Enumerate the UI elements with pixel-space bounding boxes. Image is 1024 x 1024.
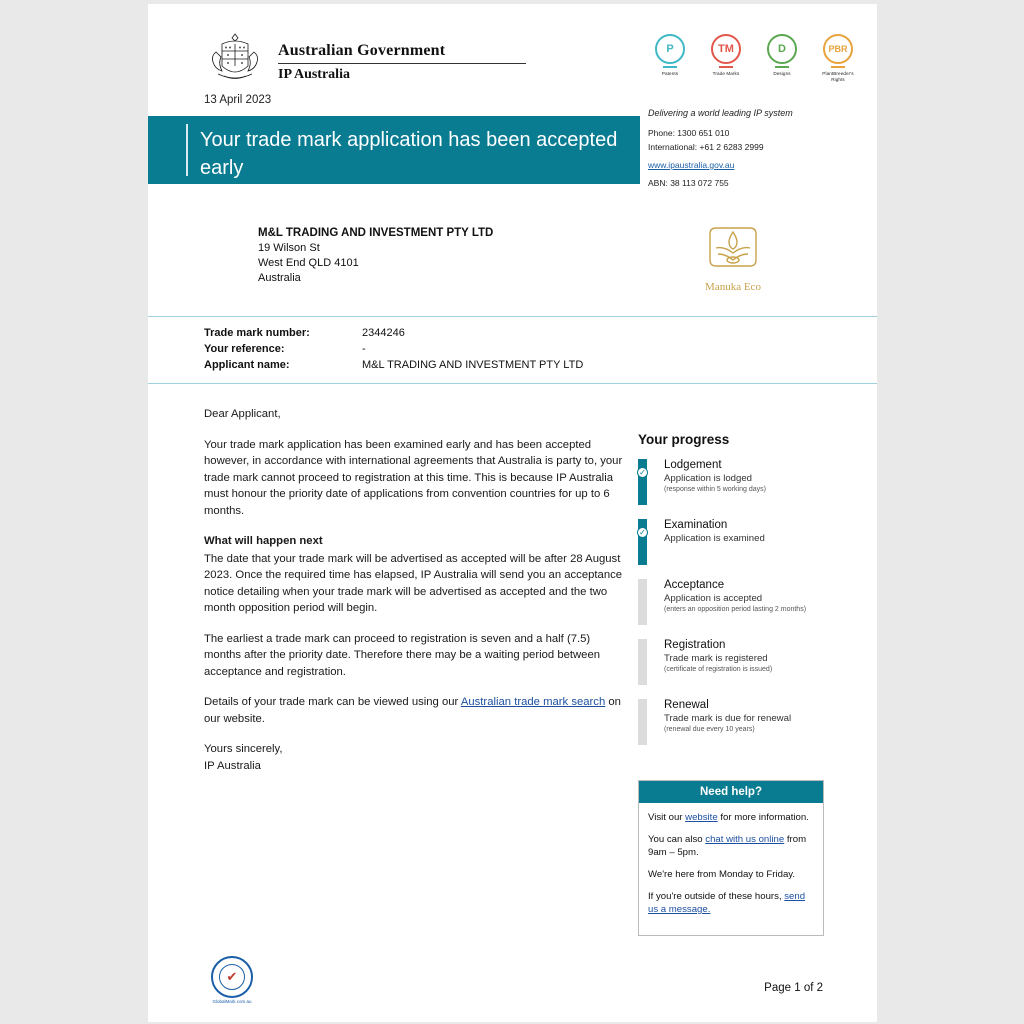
step-rail xyxy=(638,459,647,505)
trade-mark-logo xyxy=(678,222,788,302)
pbr-underline xyxy=(831,66,845,68)
salutation: Dear Applicant, xyxy=(204,408,281,420)
need-help-panel xyxy=(638,780,824,936)
paragraph-4 xyxy=(204,694,624,727)
recipient-country: Australia xyxy=(258,272,301,284)
ip-right-pbr xyxy=(816,34,860,83)
gov-title: Australian Government xyxy=(278,42,446,59)
help-line-1 xyxy=(648,811,814,824)
detail-value-trade-mark-number: 2344246 xyxy=(362,327,405,339)
check-icon: ✓ xyxy=(637,467,648,478)
help-line-1-prefix: Visit our xyxy=(648,812,686,823)
paragraph-1: Your trade mark application has been examined early and has been accepted however, in accordance with international agreements that Australia is party to, your trade mark cannot proceed to registration at this time. This is because IP Australia must honour the priority date of applications from convention countries for up to 6 months. xyxy=(204,438,623,517)
trade-mark-search-link[interactable]: Australian trade mark search xyxy=(460,696,606,708)
paragraph-2: The date that your trade mark will be advertised as accepted will be after 28 August 2023. Once the required time has elapsed, IP Australia will send you an acceptance notice detailing when your trade mark will be advertised as accepted and the two month opposition period will begin. xyxy=(204,552,623,614)
banner-accent-bar xyxy=(186,124,188,176)
banner-title: Your trade mark application has been accepted early xyxy=(200,129,618,179)
recipient-address xyxy=(258,226,493,286)
progress-step-registration xyxy=(638,639,838,685)
page-number: Page 1 of 2 xyxy=(764,982,823,994)
manuka-eco-logo-icon xyxy=(702,222,764,274)
step-desc: Trade mark is registered xyxy=(664,653,768,664)
certification-mark xyxy=(204,956,260,1004)
recipient-name: M&L TRADING AND INVESTMENT PTY LTD xyxy=(258,227,494,239)
step-rail xyxy=(638,579,647,625)
certification-caption: GlobalMark.com.au xyxy=(212,999,252,1004)
ip-right-patents xyxy=(648,34,692,83)
detail-value-your-reference: - xyxy=(362,343,366,355)
certification-tick-icon: ✔ xyxy=(219,964,245,990)
step-name: Renewal xyxy=(664,699,709,711)
help-line-2-prefix: You can also xyxy=(648,834,706,845)
agency-international-phone: International: +61 2 6283 2999 xyxy=(648,142,764,152)
progress-step-lodgement xyxy=(638,459,838,505)
step-rail xyxy=(638,519,647,565)
paragraph-4-prefix: Details of your trade mark can be viewed using our xyxy=(204,696,461,708)
patents-underline xyxy=(663,66,677,68)
help-line-4 xyxy=(648,890,814,916)
detail-key-trade-mark-number: Trade mark number: xyxy=(204,327,310,339)
designs-label: Designs xyxy=(773,70,791,76)
table-row xyxy=(204,341,583,357)
help-line-2-suffix: from 9am – 5pm. xyxy=(648,834,807,858)
ip-right-designs xyxy=(760,34,804,83)
recipient-street: 19 Wilson St xyxy=(258,242,320,254)
detail-key-your-reference: Your reference: xyxy=(204,343,285,355)
logo-wordmark: Manuka Eco xyxy=(705,281,761,293)
step-name: Lodgement xyxy=(664,459,722,471)
step-sub: (renewal due every 10 years) xyxy=(664,726,755,733)
help-line-4-prefix: If you're outside of these hours, xyxy=(648,891,785,902)
help-line-3: We're here from Monday to Friday. xyxy=(648,869,796,880)
agency-phone: Phone: 1300 651 010 xyxy=(648,128,730,138)
agency-abn: ABN: 38 113 072 755 xyxy=(648,178,729,188)
step-desc: Application is accepted xyxy=(664,593,763,604)
government-wordmark xyxy=(278,42,568,83)
progress-step-acceptance xyxy=(638,579,838,625)
heading-what-next: What will happen next xyxy=(204,535,323,547)
ip-right-trademarks xyxy=(704,34,748,83)
step-rail xyxy=(638,639,647,685)
progress-step-examination xyxy=(638,519,838,565)
step-desc: Trade mark is due for renewal xyxy=(664,713,792,724)
progress-tracker xyxy=(638,432,838,759)
document-page xyxy=(148,4,877,1022)
step-desc: Application is lodged xyxy=(664,473,753,484)
progress-title: Your progress xyxy=(638,432,730,447)
details-table xyxy=(204,325,583,373)
certification-icon xyxy=(211,956,253,998)
trade-marks-icon: TM xyxy=(711,34,741,64)
progress-step-renewal xyxy=(638,699,838,745)
recipient-suburb: West End QLD 4101 xyxy=(258,257,359,269)
help-chat-link[interactable]: chat with us online xyxy=(705,834,785,845)
step-sub: (enters an opposition period lasting 2 months) xyxy=(664,606,807,613)
step-desc: Application is examined xyxy=(664,533,765,544)
headline-banner xyxy=(148,116,640,184)
ip-rights-icons xyxy=(648,34,860,83)
help-website-link[interactable]: website xyxy=(685,812,718,823)
help-send-message-link[interactable]: send us a message. xyxy=(648,891,806,915)
detail-value-applicant-name: M&L TRADING AND INVESTMENT PTY LTD xyxy=(362,359,584,371)
patents-label: Patents xyxy=(661,70,679,76)
wordmark-divider xyxy=(278,63,526,64)
agency-contact-block xyxy=(648,106,793,190)
pbr-label: PlantBreeder's Rights xyxy=(822,70,854,82)
step-sub: (response within 5 working days) xyxy=(664,486,766,493)
patents-icon: P xyxy=(655,34,685,64)
step-rail xyxy=(638,699,647,745)
table-row xyxy=(204,357,583,373)
help-line-1-suffix: for more information. xyxy=(717,812,809,823)
need-help-body xyxy=(639,803,823,935)
step-name: Examination xyxy=(664,519,728,531)
letter-date: 13 April 2023 xyxy=(204,94,272,106)
gov-agency: IP Australia xyxy=(278,67,350,82)
check-icon: ✓ xyxy=(637,527,648,538)
signoff-line-2: IP Australia xyxy=(204,759,261,772)
trade-marks-label: Trade Marks xyxy=(712,70,740,76)
step-sub: (certificate of registration is issued) xyxy=(664,666,773,673)
application-details xyxy=(148,316,877,384)
trade-marks-underline xyxy=(719,66,733,68)
pbr-icon: PBR xyxy=(823,34,853,64)
signoff-line-1: Yours sincerely, xyxy=(204,743,283,755)
need-help-title: Need help? xyxy=(639,781,823,803)
agency-tagline: Delivering a world leading IP system xyxy=(648,108,793,118)
letter-body xyxy=(204,406,624,788)
designs-underline xyxy=(775,66,789,68)
coat-of-arms-icon xyxy=(204,30,266,86)
table-row xyxy=(204,325,583,341)
paragraph-3: The earliest a trade mark can proceed to registration is seven and a half (7.5) months after the priority date. Therefore there may be a waiting period between acceptance and registration. xyxy=(204,632,601,678)
step-name: Registration xyxy=(664,639,726,651)
help-line-2 xyxy=(648,833,814,859)
detail-key-applicant-name: Applicant name: xyxy=(204,359,290,371)
step-name: Acceptance xyxy=(664,579,725,591)
designs-icon: D xyxy=(767,34,797,64)
paragraph-4-suffix: on our website. xyxy=(204,696,621,725)
agency-website-link[interactable]: www.ipaustralia.gov.au xyxy=(648,160,735,170)
